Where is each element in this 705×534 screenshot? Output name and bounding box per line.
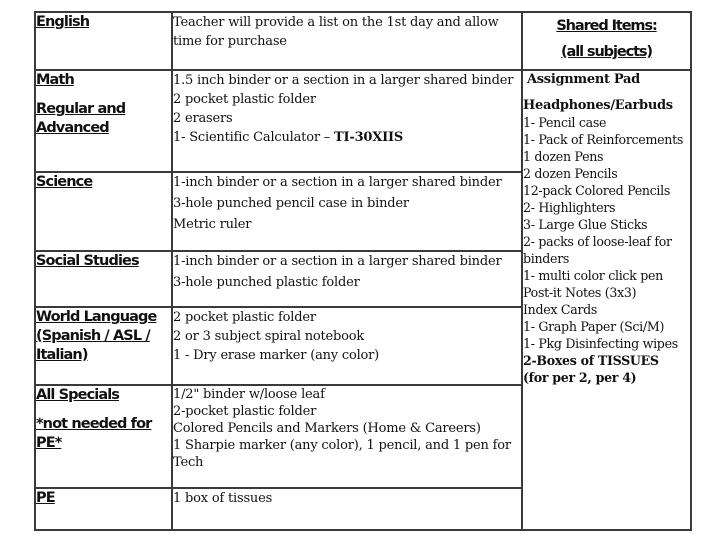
list-item: Index Cards <box>523 302 598 317</box>
subject-cell <box>35 488 172 530</box>
list-item: Post-it Notes (3x3) <box>523 285 637 300</box>
list-item: Metric ruler <box>173 217 252 232</box>
subject-cell <box>35 251 172 307</box>
list-item: 1- Pkg Disinfecting wipes <box>523 336 678 351</box>
list-item: 2-pocket plastic folder <box>173 404 317 419</box>
list-item: 1- Pencil case <box>523 115 607 130</box>
shared-items-header <box>522 12 691 70</box>
list-item: 2- Highlighters <box>523 200 616 215</box>
items-cell <box>172 488 522 530</box>
list-item: 1/2" binder w/loose leaf <box>173 387 325 402</box>
subject-all-specials: All Specials <box>36 387 120 403</box>
list-item: 1.5 inch binder or a section in a larger shared binder <box>173 73 514 88</box>
subject-math: Math <box>36 72 74 88</box>
subject-math-levels: Regular and Advanced <box>36 101 126 136</box>
table-row <box>35 70 691 172</box>
list-item: 2 pocket plastic folder <box>173 310 316 325</box>
list-item: 12-pack Colored Pencils <box>523 183 671 198</box>
list-item <box>173 128 521 147</box>
items-cell <box>172 172 522 251</box>
list-item: Assignment Pad <box>527 72 640 87</box>
subject-world-language: World Language (Spanish / ASL / Italian) <box>36 309 157 363</box>
items-cell <box>172 70 522 172</box>
list-item: 2 pocket plastic folder <box>173 92 316 107</box>
list-item: 1-inch binder or a section in a larger shared binder <box>173 175 502 190</box>
subject-pe: PE <box>36 490 55 506</box>
list-item: 1- Graph Paper (Sci/M) <box>523 319 665 334</box>
list-item: 1- Pack of Reinforcements <box>523 132 683 147</box>
subject-cell <box>35 70 172 172</box>
subject-social-studies: Social Studies <box>36 253 139 269</box>
list-item: 1 Sharpie marker (any color), 1 pencil, and 1 pen for Tech <box>173 438 511 470</box>
list-item: 2 erasers <box>173 111 233 126</box>
subject-english: English <box>36 14 90 30</box>
subject-cell <box>35 307 172 385</box>
calculator-label: 1- Scientific Calculator – <box>173 130 335 145</box>
supply-list-table <box>34 11 692 531</box>
items-cell <box>172 385 522 488</box>
shared-items-subtitle: (all subjects) <box>561 44 652 60</box>
list-item: 1 box of tissues <box>173 491 273 506</box>
items-cell <box>172 12 522 70</box>
list-item: 3-hole punched plastic folder <box>173 275 360 290</box>
list-item: 1-inch binder or a section in a larger shared binder <box>173 254 502 269</box>
list-item: 2-Boxes of TISSUES <box>523 353 659 368</box>
list-item: 3- Large Glue Sticks <box>523 217 648 232</box>
list-item: Teacher will provide a list on the 1st day and allow time for purchase <box>173 15 499 49</box>
subject-specials-note: *not needed for PE* <box>36 416 152 451</box>
calculator-model: TI-30XIIS <box>334 130 404 145</box>
list-item: 2- packs of loose-leaf for binders <box>523 234 672 266</box>
items-cell <box>172 251 522 307</box>
list-item: 2 dozen Pencils <box>523 166 618 181</box>
list-item: 1- multi color click pen <box>523 268 663 283</box>
list-item: Colored Pencils and Markers (Home & Careers) <box>173 421 481 436</box>
list-item: 1 dozen Pens <box>523 149 604 164</box>
shared-items-title: Shared Items: <box>556 18 657 34</box>
subject-cell <box>35 385 172 488</box>
list-item: Headphones/Earbuds <box>523 98 673 113</box>
table-row <box>35 12 691 70</box>
list-item: 1 - Dry erase marker (any color) <box>173 348 380 363</box>
subject-cell <box>35 172 172 251</box>
items-cell <box>172 307 522 385</box>
subject-cell <box>35 12 172 70</box>
list-item: 2 or 3 subject spiral notebook <box>173 329 365 344</box>
subject-science: Science <box>36 174 93 190</box>
shared-items-list <box>522 70 691 530</box>
list-item: (for per 2, per 4) <box>523 370 637 385</box>
list-item: 3-hole punched pencil case in binder <box>173 196 409 211</box>
